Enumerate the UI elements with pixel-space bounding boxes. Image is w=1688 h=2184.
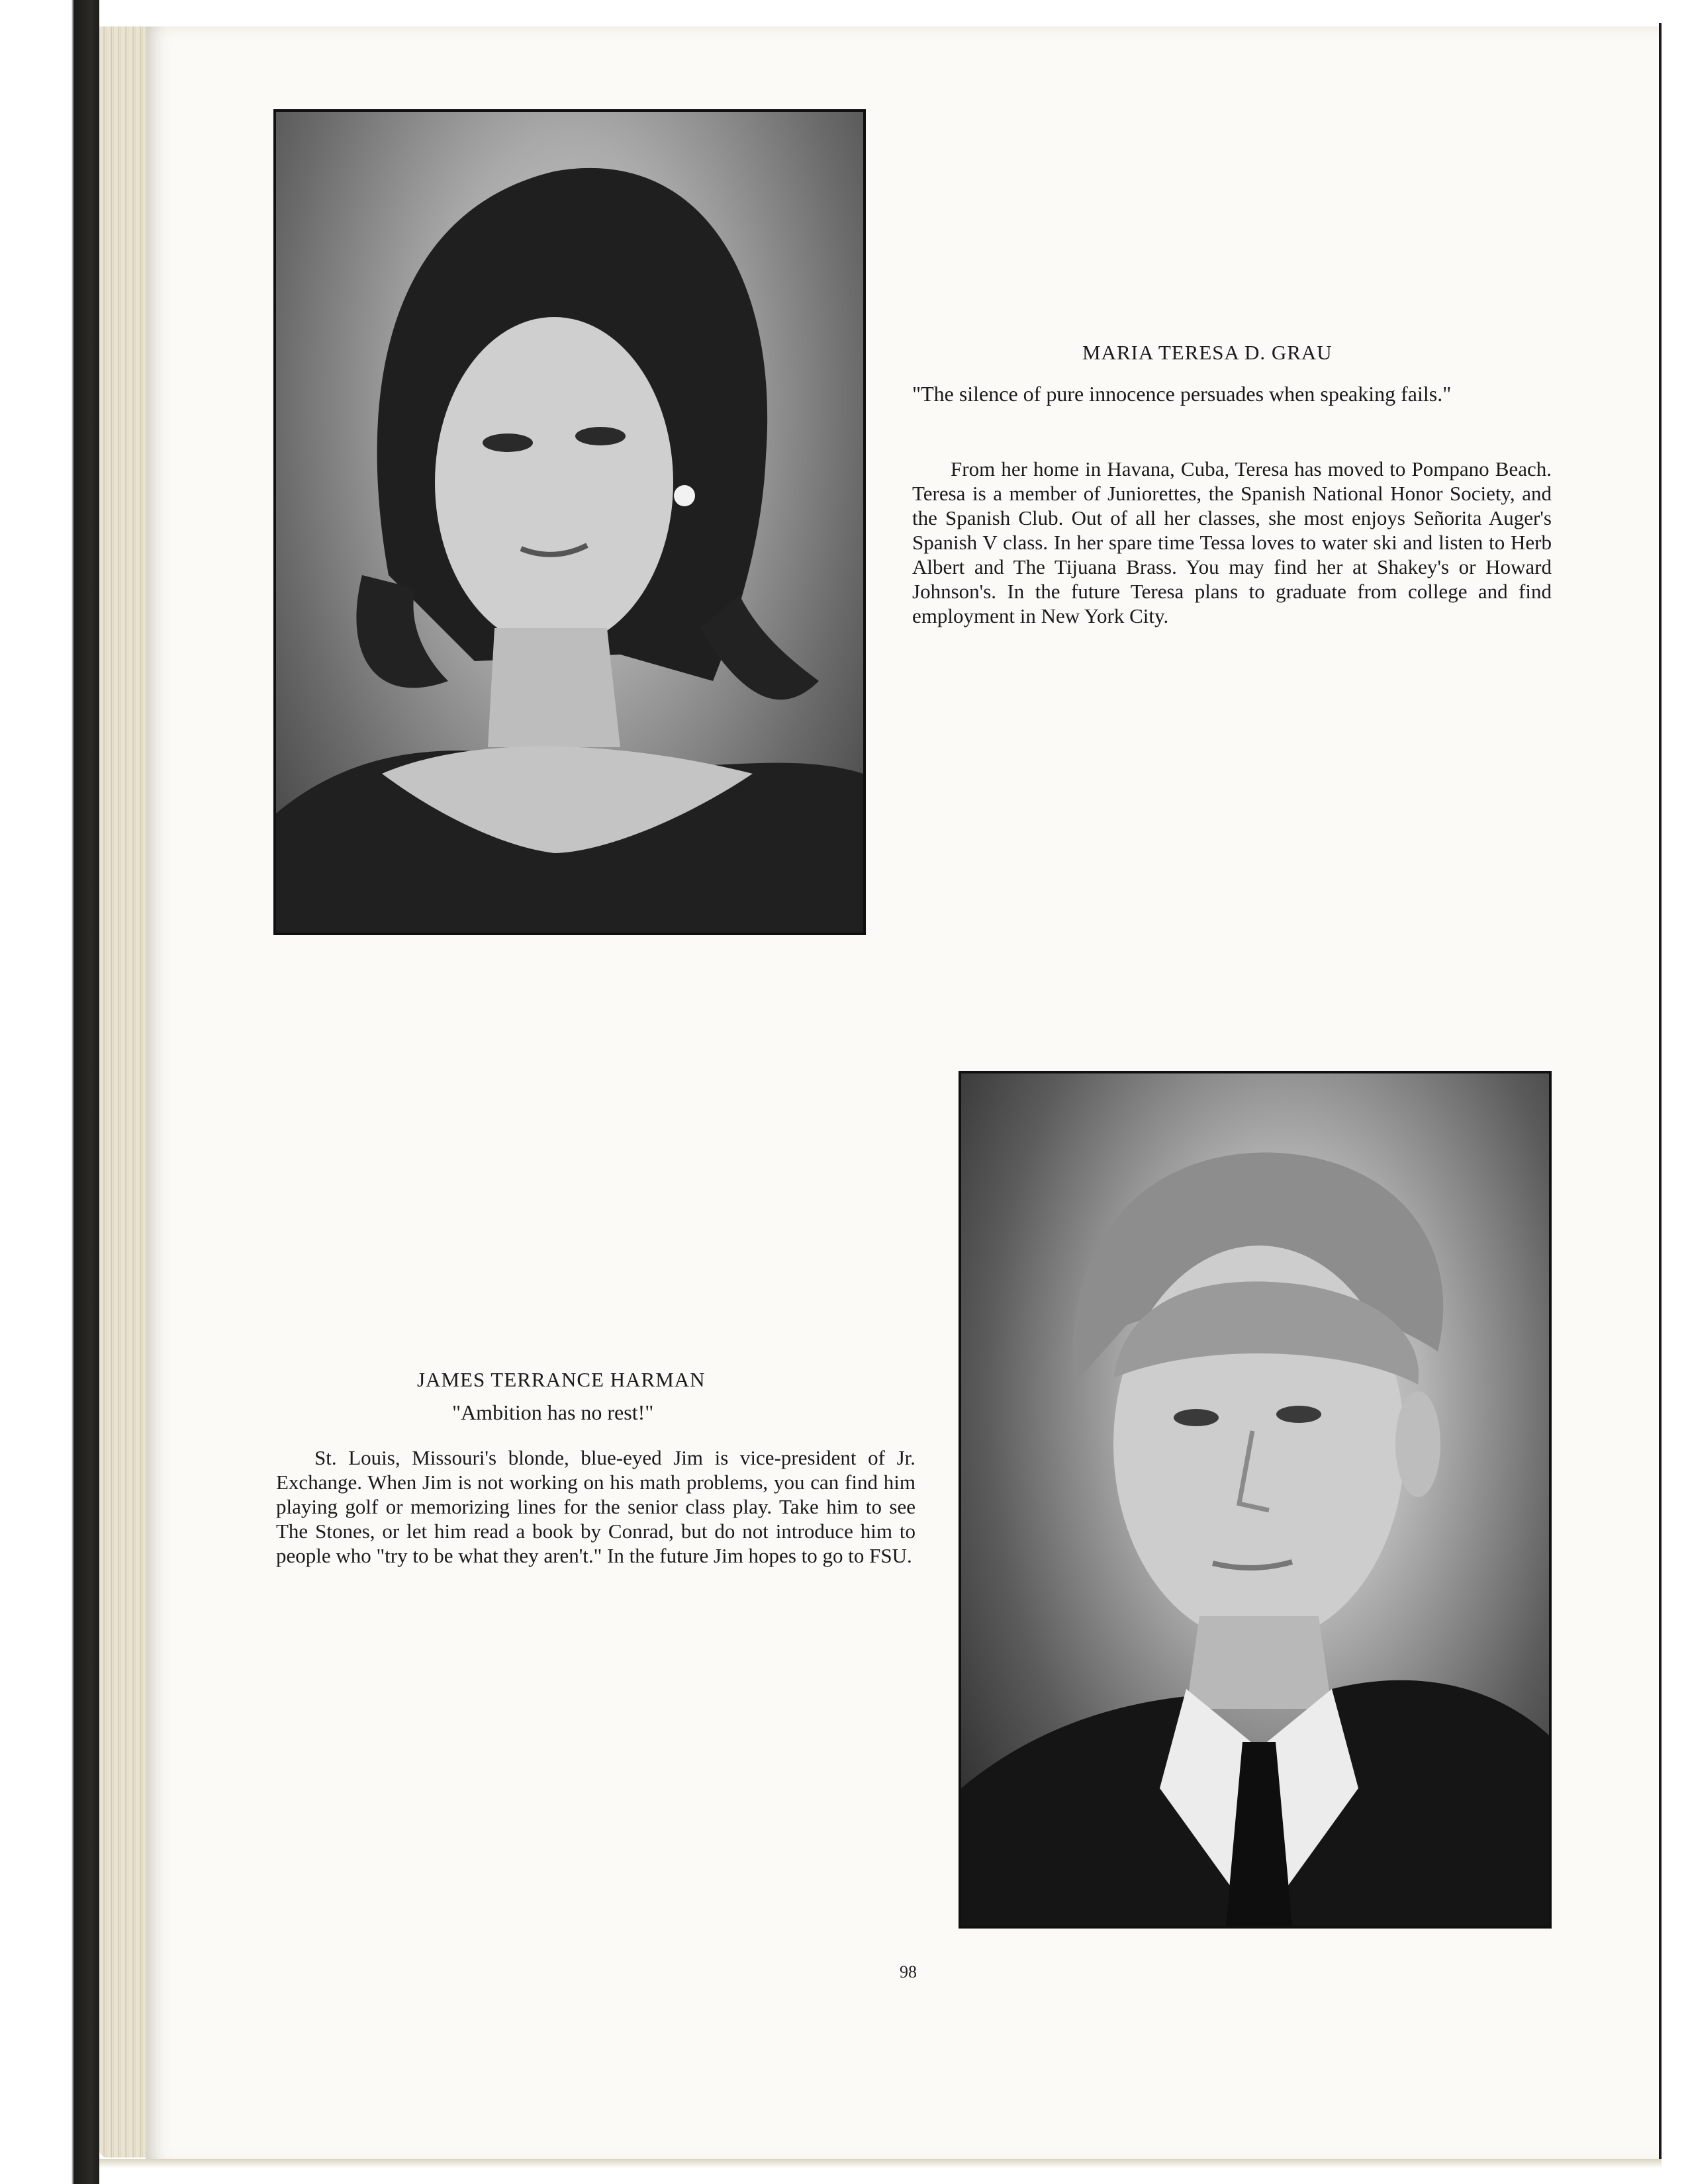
student-name: MARIA TERESA D. GRAU [1082,341,1333,364]
portrait-illustration [961,1073,1549,1926]
student-bio: St. Louis, Missouri's blonde, blue-eyed Jim is vice-president of Jr. Exchange. When Jim is not working on his math problems, you can find him playing golf or memorizing lines for the senior class play. Take him to see The Stones, or let him read a book by Conrad, but do not introduce him to people who "try to be what they aren't." In the future Jim hopes to go to FSU. [276,1446,915,1567]
page-number: 98 [900,1962,917,1981]
student-bio: From her home in Havana, Cuba, Teresa has moved to Pompano Beach. Teresa is a member of Juniorettes, the Spanish National Honor Society, and the Spanish Club. Out of all her classes, she most enjoys Señorita Auger's Spanish V class. In her spare time Tessa loves to water ski and listen to Herb Albert and The Tijuana Brass. You may find her at Shakey's or Howard Johnson's. In the future Teresa plans to graduate from college and find employment in New York City. [912,457,1552,627]
student-name: JAMES TERRANCE HARMAN [417,1368,706,1391]
student-quote: "Ambition has no rest!" [452,1400,654,1424]
portrait-illustration [276,112,863,933]
book-spine [0,0,99,2184]
portrait-james-terrance-harman [959,1071,1552,1929]
student-quote: "The silence of pure innocence persuades when speaking fails." [912,382,1452,406]
page-right-edge [1659,23,1662,2167]
portrait-maria-teresa-grau [273,109,866,935]
page-edges [99,26,146,2158]
page-bottom-edge [99,2159,1662,2168]
